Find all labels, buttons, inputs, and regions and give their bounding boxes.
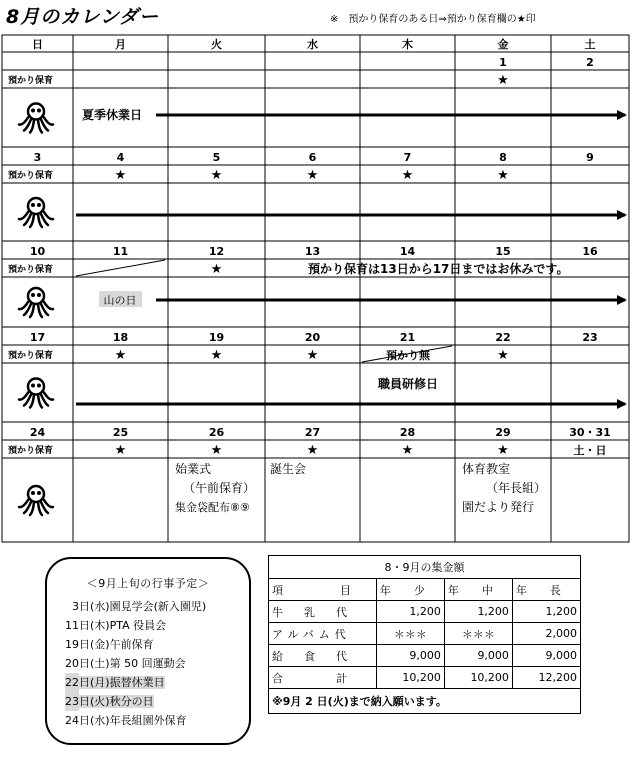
fee-row xyxy=(269,667,581,689)
date-cell: 1 xyxy=(499,56,507,69)
octopus-mascot-icon xyxy=(19,379,53,408)
fee-value: ＊＊＊ xyxy=(376,623,444,645)
schedule-text: 日(火)秋分の日 xyxy=(79,695,154,708)
schedule-day: 22 xyxy=(65,673,79,692)
star-icon: ★ xyxy=(497,443,509,458)
weekday-header-6: 土 xyxy=(584,38,596,51)
schedule-text: 日(金)午前保育 xyxy=(79,638,154,651)
star-icon: ★ xyxy=(306,443,319,458)
fee-header-row xyxy=(269,579,581,601)
star-icon: ★ xyxy=(114,168,127,183)
weekday-header-3: 水 xyxy=(307,38,318,51)
weekday-header-2: 火 xyxy=(211,38,222,51)
september-schedule-box xyxy=(45,557,251,745)
date-cell: 4 xyxy=(116,151,125,164)
fee-header-cell: 年 長 xyxy=(512,579,580,601)
fee-row xyxy=(269,601,581,623)
schedule-day: 11 xyxy=(65,619,79,632)
star-icon: ★ xyxy=(210,348,223,363)
staff-training-label: 職員研修日 xyxy=(377,377,439,391)
star-icon: ★ xyxy=(210,443,223,458)
page-title: 8月のカレンダー xyxy=(6,6,159,28)
pe-class-label: 体育教室 xyxy=(462,462,511,476)
date-cell: 19 xyxy=(208,331,225,344)
fee-value: 9,000 xyxy=(376,645,444,667)
schedule-item xyxy=(65,597,249,616)
schedule-text: 日(土)第 50 回運動会 xyxy=(79,657,186,670)
date-cell: 18 xyxy=(112,331,129,344)
date-cell: 8 xyxy=(499,151,507,164)
star-icon: ★ xyxy=(306,348,319,363)
fee-value: 12,200 xyxy=(512,667,580,689)
schedule-day: 24 xyxy=(65,714,79,727)
schedule-item xyxy=(65,673,249,692)
fee-item: 合 計 xyxy=(269,667,377,689)
octopus-mascot-icon xyxy=(19,486,53,515)
weekday-header-0: 日 xyxy=(32,38,43,51)
star-icon: ★ xyxy=(306,168,319,183)
newsletter-label: 園だより発行 xyxy=(462,500,535,514)
octopus-mascot-icon xyxy=(19,104,53,133)
weekday-header-1: 月 xyxy=(115,38,126,51)
schedule-text: 日(水)園見学会(新入園児) xyxy=(79,600,207,613)
star-icon: ★ xyxy=(114,443,127,458)
star-icon: ★ xyxy=(114,348,127,363)
star-icon: ★ xyxy=(497,73,509,88)
summer-break-label: 夏季休業日 xyxy=(82,108,143,122)
fee-value: 1,200 xyxy=(376,601,444,623)
no-care-slash xyxy=(76,260,165,276)
schedule-text: 日(水)年長組園外保育 xyxy=(79,714,187,727)
date-cell: 12 xyxy=(208,245,225,258)
schedule-list xyxy=(65,597,249,730)
schedule-item xyxy=(65,616,249,635)
fee-header-cell: 年 中 xyxy=(444,579,512,601)
fee-envelope-label: 集金袋配布⑧⑨ xyxy=(175,501,250,514)
fee-value: 1,200 xyxy=(444,601,512,623)
date-cell: 25 xyxy=(112,426,129,439)
date-cell: 6 xyxy=(308,151,317,164)
sat-sun-label: 土・日 xyxy=(573,444,607,457)
date-cell: 22 xyxy=(495,331,511,344)
opening-ceremony-label: 始業式 xyxy=(175,462,212,476)
date-cell: 17 xyxy=(29,331,46,344)
calendar-grid xyxy=(0,33,632,543)
no-care-notice: 預かり保育は13日から17日まではお休みです。 xyxy=(308,262,569,276)
mountain-day-label: 山の日 xyxy=(103,294,137,307)
fee-value: ＊＊＊ xyxy=(444,623,512,645)
star-icon: ★ xyxy=(401,168,414,183)
date-cell: 20 xyxy=(304,331,321,344)
birthday-party-label: 誕生会 xyxy=(270,462,307,476)
date-cell: 13 xyxy=(304,245,321,258)
date-cell: 9 xyxy=(586,151,594,164)
octopus-mascot-icon xyxy=(19,288,53,317)
date-cell: 26 xyxy=(208,426,225,439)
star-icon: ★ xyxy=(497,348,509,363)
weekday-header-4: 木 xyxy=(402,38,413,51)
fee-item: 給 食 代 xyxy=(269,645,377,667)
fee-caption: 8・9月の集金額 xyxy=(269,556,581,579)
fee-value: 9,000 xyxy=(444,645,512,667)
azukari-label: 預かり保育 xyxy=(8,351,54,361)
legend-note: ※ 預かり保育のある日⇒預かり保育欄の★印 xyxy=(330,14,536,25)
no-care-21-label: 預かり無 xyxy=(386,349,430,362)
fee-item: アルバム代 xyxy=(269,623,377,645)
star-icon: ★ xyxy=(497,168,509,183)
fee-value: 1,200 xyxy=(512,601,580,623)
date-cell: 29 xyxy=(495,426,511,439)
star-icon: ★ xyxy=(210,168,223,183)
fee-header-cell: 年 少 xyxy=(376,579,444,601)
fee-row xyxy=(269,623,581,645)
fee-value: 9,000 xyxy=(512,645,580,667)
schedule-item xyxy=(65,711,249,730)
azukari-label: 預かり保育 xyxy=(8,76,54,86)
date-cell: 5 xyxy=(212,151,221,164)
date-cell: 28 xyxy=(399,426,416,439)
date-cell: 11 xyxy=(112,245,129,258)
date-cell: 27 xyxy=(304,426,321,439)
schedule-day: 3 xyxy=(72,600,79,613)
schedule-text: 日(木)PTA 役員会 xyxy=(79,619,167,632)
date-cell: 2 xyxy=(586,56,594,69)
fee-value: 10,200 xyxy=(376,667,444,689)
fee-value: 10,200 xyxy=(444,667,512,689)
fee-header-cell: 項 目 xyxy=(269,579,377,601)
date-cell: 10 xyxy=(29,245,46,258)
schedule-item xyxy=(65,654,249,673)
octopus-mascot-icon xyxy=(19,198,53,227)
date-cell: 15 xyxy=(495,245,511,258)
fee-footer: ※9月 2 日(火)まで納入願います。 xyxy=(269,689,581,714)
fee-row xyxy=(269,645,581,667)
date-cell: 3 xyxy=(33,151,42,164)
date-cell: 7 xyxy=(403,151,412,164)
date-cell: 30・31 xyxy=(569,426,611,439)
azukari-label: 預かり保育 xyxy=(8,446,54,456)
fee-item: 牛 乳 代 xyxy=(269,601,377,623)
date-cell: 23 xyxy=(582,331,598,344)
morning-care-label: （午前保育） xyxy=(183,481,256,495)
schedule-day: 19 xyxy=(65,638,79,651)
fee-value: 2,000 xyxy=(512,623,580,645)
date-cell: 14 xyxy=(399,245,416,258)
senior-class-label: （年長組） xyxy=(486,481,547,495)
azukari-label: 預かり保育 xyxy=(8,171,54,181)
schedule-title: ＜9月上旬の行事予定＞ xyxy=(86,577,210,590)
weekday-header-5: 金 xyxy=(497,38,509,51)
date-cell: 16 xyxy=(582,245,598,258)
schedule-day: 20 xyxy=(65,657,79,670)
schedule-item xyxy=(65,692,249,711)
date-cell: 21 xyxy=(399,331,416,344)
star-icon: ★ xyxy=(210,262,223,277)
star-icon: ★ xyxy=(401,443,414,458)
schedule-item xyxy=(65,635,249,654)
azukari-label: 預かり保育 xyxy=(8,265,54,275)
date-cell: 24 xyxy=(29,426,46,439)
schedule-text: 日(月)振替休業日 xyxy=(79,676,165,689)
fee-table xyxy=(268,555,581,714)
schedule-day: 23 xyxy=(65,692,79,711)
